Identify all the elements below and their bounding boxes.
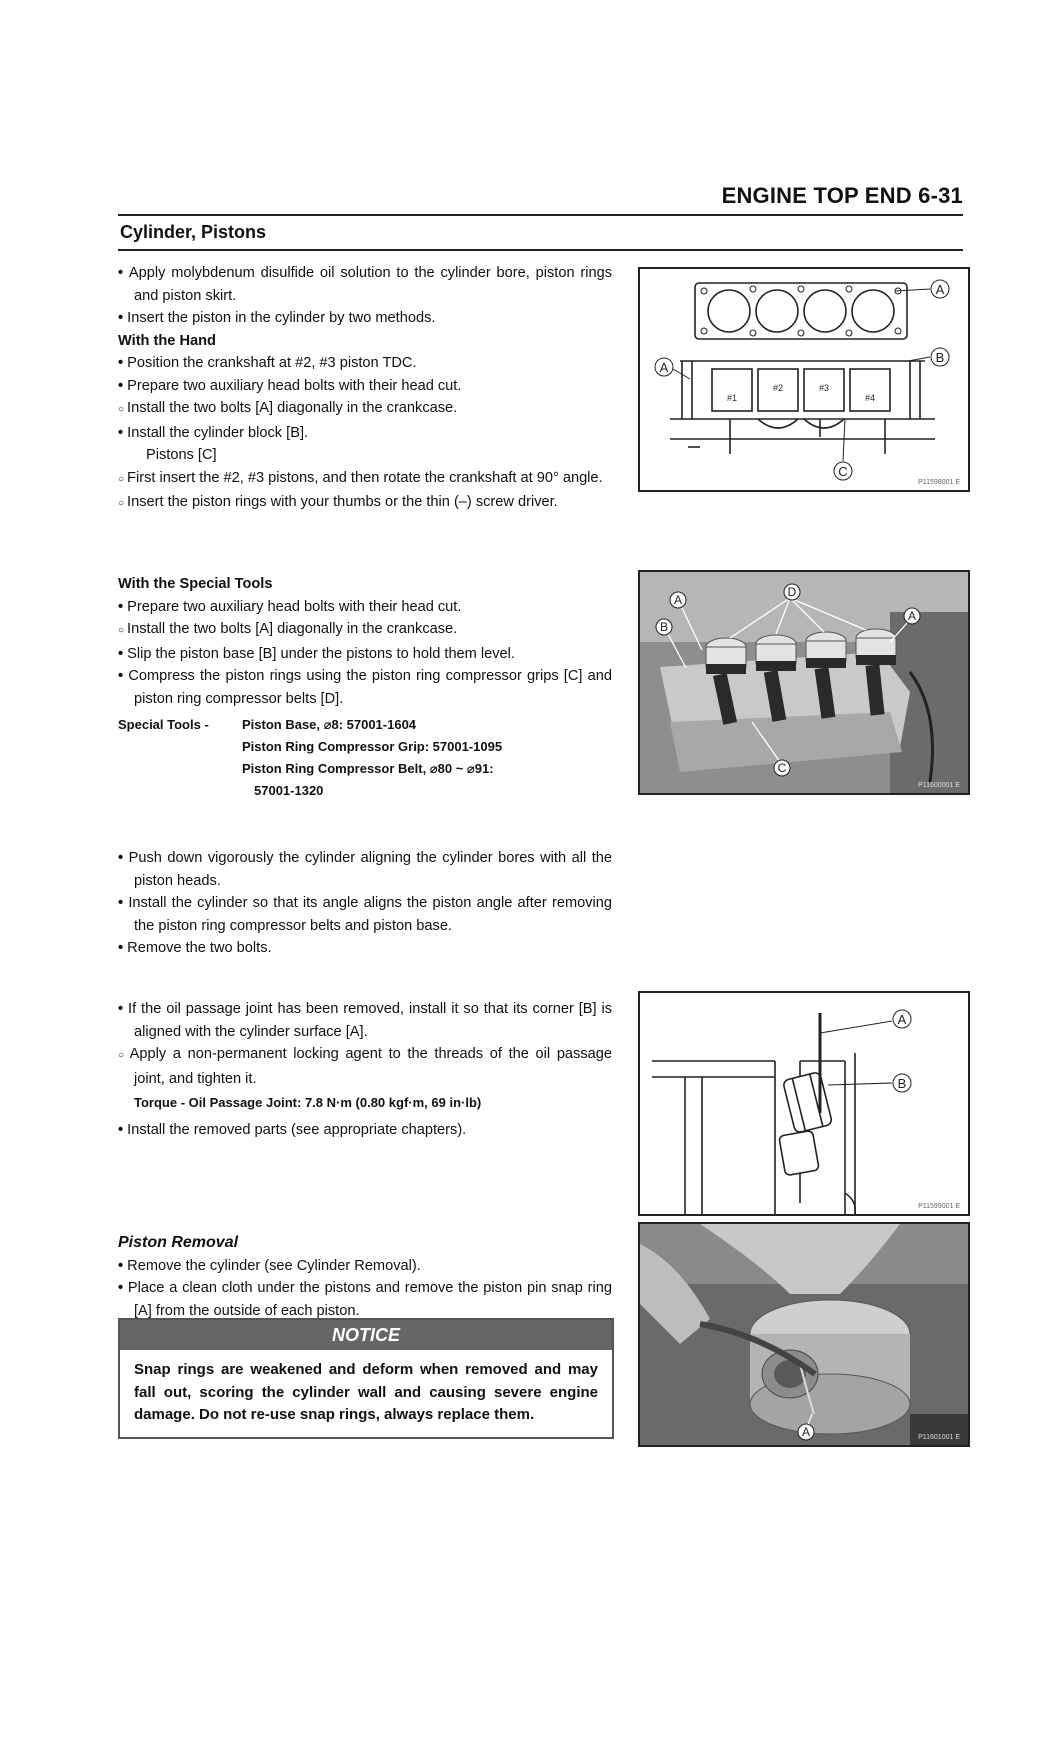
install-tools-text [118, 573, 612, 802]
special-tool-item: Piston Ring Compressor Belt, ⌀80 ~ ⌀91: [242, 761, 494, 776]
special-tools-label: Special Tools - [118, 717, 209, 732]
figure-code: P11600001 E [918, 782, 960, 789]
piston-removal-text [118, 1232, 612, 1322]
callout-label: A [907, 609, 917, 623]
instruction-bullet: • Push down vigorously the cylinder aligning the cylinder bores with all the piston heads. [118, 847, 612, 892]
callout-label: B [935, 350, 945, 365]
figure-cylinder-block-diagram [638, 267, 970, 492]
instruction-indent: Pistons [C] [146, 447, 217, 463]
instruction-substep: ○ First insert the #2, #3 pistons, and then rotate the crankshaft at 90° angle. [118, 467, 612, 492]
header-rule-top [118, 214, 963, 216]
section-title: Cylinder, Pistons [120, 222, 267, 242]
special-tool-item: 57001-1320 [254, 783, 324, 798]
figure-code: P11601001 E [918, 1434, 960, 1441]
callout-label: C [838, 464, 848, 479]
push-down-text [118, 847, 612, 960]
instruction-bullet: • Prepare two auxiliary head bolts with their head cut. [118, 375, 612, 398]
notice-box [118, 1318, 614, 1439]
notice-body: Snap rings are weakened and deform when removed and may fall out, scoring the cylinder wall and causing severe engine damage. Do not re-use snap rings, always replace them. [134, 1361, 598, 1423]
callout-label: A [801, 1425, 811, 1439]
figure-special-tools-photo [638, 570, 970, 795]
instruction-bullet: • Position the crankshaft at #2, #3 piston TDC. [118, 352, 612, 375]
callout-label: C [777, 761, 787, 775]
cylinder-label: #2 [772, 383, 784, 393]
instruction-bullet: • Remove the cylinder (see Cylinder Removal). [118, 1255, 612, 1278]
instruction-bullet: • Install the removed parts (see appropriate chapters). [118, 1119, 612, 1142]
instruction-substep: ○ Insert the piston rings with your thumbs or the thin (–) screw driver. [118, 491, 612, 516]
cylinder-label: #1 [726, 393, 738, 403]
instruction-substep: ○ Apply a non-permanent locking agent to the threads of the oil passage joint, and tighten it. [118, 1043, 612, 1090]
instruction-bullet: • Install the cylinder so that its angle aligns the piston angle after removing the piston ring compressor belts and piston base. [118, 892, 612, 937]
instruction-bullet: • Prepare two auxiliary head bolts with their head cut. [118, 596, 612, 619]
oil-passage-text [118, 998, 612, 1141]
instruction-substep: ○ Install the two bolts [A] diagonally in the crankcase. [118, 618, 612, 643]
instruction-bullet: • Apply molybdenum disulfide oil solution to the cylinder bore, piston rings and piston skirt. [118, 262, 612, 307]
subheading-with-hand: With the Hand [118, 332, 216, 349]
callout-label: A [897, 1012, 907, 1027]
instruction-bullet: • Remove the two bolts. [118, 937, 612, 960]
subheading-special-tools: With the Special Tools [118, 576, 273, 592]
notice-heading: NOTICE [120, 1320, 612, 1350]
callout-label: A [659, 360, 669, 375]
cylinder-label: #4 [864, 393, 876, 403]
install-hand-text [118, 262, 612, 516]
special-tool-item: Piston Base, ⌀8: 57001-1604 [242, 717, 417, 732]
special-tool-item: Piston Ring Compressor Grip: 57001-1095 [242, 739, 503, 754]
figure-snap-ring-removal-photo [638, 1222, 970, 1447]
page-header: ENGINE TOP END 6-31 [721, 183, 963, 208]
callout-label: A [935, 282, 945, 297]
callout-label: B [897, 1076, 907, 1091]
torque-spec: Torque - Oil Passage Joint: 7.8 N·m (0.80 kgf·m, 69 in·lb) [134, 1095, 482, 1110]
special-tools-list [118, 714, 612, 802]
instruction-bullet: • Insert the piston in the cylinder by two methods. [118, 307, 612, 330]
cylinder-label: #3 [818, 383, 830, 393]
callout-label: A [673, 593, 683, 607]
figure-code: P11598001 E [918, 479, 960, 486]
instruction-bullet: • Slip the piston base [B] under the pistons to hold them level. [118, 643, 612, 666]
instruction-bullet: • Install the cylinder block [B]. [118, 422, 612, 445]
callout-label: D [787, 585, 797, 599]
figure-code: P11599001 E [918, 1203, 960, 1210]
callout-label: B [659, 620, 669, 634]
instruction-bullet: • Compress the piston rings using the piston ring compressor grips [C] and piston ring compressor belts [D]. [118, 665, 612, 710]
instruction-bullet: • If the oil passage joint has been removed, install it so that its corner [B] is aligned with the cylinder surface [A]. [118, 998, 612, 1043]
piston-removal-title: Piston Removal [118, 1234, 239, 1251]
header-rule-bottom [118, 249, 963, 251]
instruction-substep: ○ Install the two bolts [A] diagonally in the crankcase. [118, 397, 612, 422]
instruction-bullet: • Place a clean cloth under the pistons and remove the piston pin snap ring [A] from the outside of each piston. [118, 1277, 612, 1322]
figure-oil-passage-joint-diagram [638, 991, 970, 1216]
